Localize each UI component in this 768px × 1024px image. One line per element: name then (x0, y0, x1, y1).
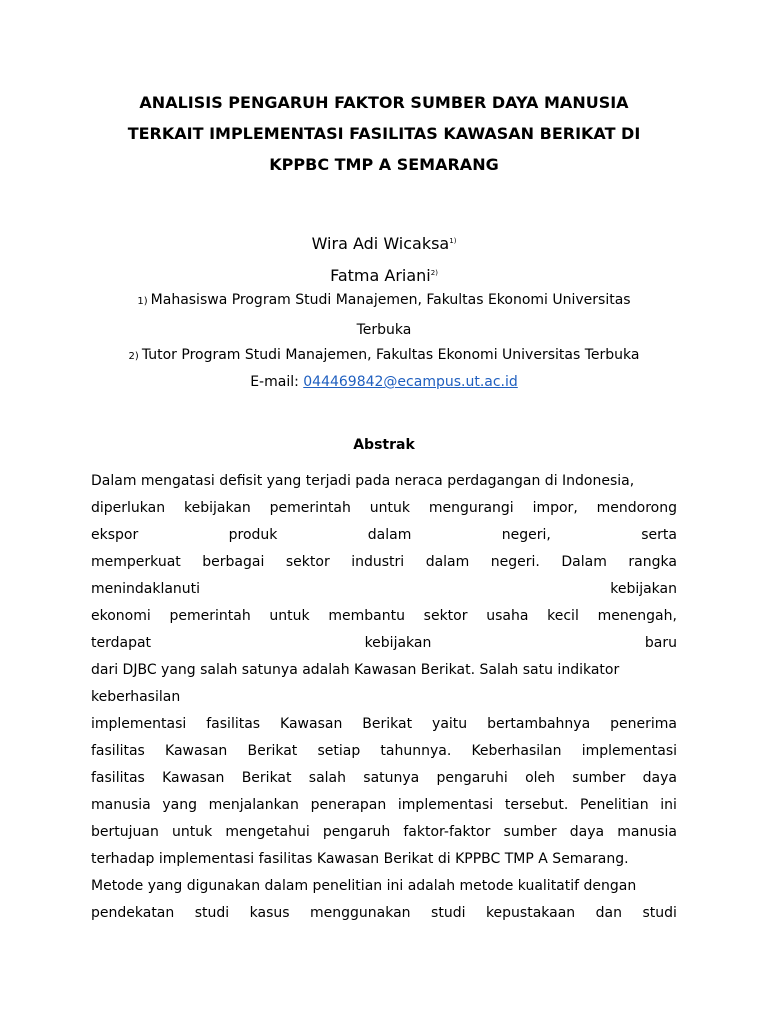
affiliation-2 (60, 341, 708, 371)
title-line: ANALISIS PENGARUH FAKTOR SUMBER DAYA MANUSIA (139, 93, 629, 112)
abstract-line: Dalam mengatasi defisit yang terjadi pada neraca perdagangan di Indonesia, (91, 473, 635, 489)
email-line (0, 368, 768, 396)
title-line: KPPBC TMP A SEMARANG (269, 155, 499, 174)
abstract-line: ekspor produk dalam negeri, serta (91, 527, 677, 543)
author-mark: 1) (449, 237, 457, 245)
abstract-line: bertujuan untuk mengetahui pengaruh faktor-faktor sumber daya manusia (91, 824, 677, 840)
abstract-line: manusia yang menjalankan penerapan implementasi tersebut. Penelitian ini (91, 797, 677, 813)
author-1 (0, 231, 768, 254)
abstract-line: dari DJBC yang salah satunya adalah Kawasan Berikat. Salah satu indikator (91, 662, 620, 678)
affiliation-text: Mahasiswa Program Studi Manajemen, Fakultas Ekonomi Universitas (150, 292, 631, 308)
abstract-line: terhadap implementasi fasilitas Kawasan Berikat di KPPBC TMP A Semarang. (91, 851, 629, 867)
abstract-line: terdapat kebijakan baru (91, 635, 677, 651)
abstract-line: memperkuat berbagai sektor industri dalam negeri. Dalam rangka (91, 554, 677, 570)
abstract-line: fasilitas Kawasan Berikat setiap tahunnya. Keberhasilan implementasi (91, 743, 677, 759)
email-label: E-mail: (250, 374, 304, 390)
author-name: Wira Adi Wicaksa (311, 234, 450, 253)
abstract-line: menindaklanuti kebijakan (91, 581, 677, 597)
abstract-line: keberhasilan (91, 689, 181, 705)
abstract-line: Metode yang digunakan dalam penelitian ini adalah metode kualitatif dengan (91, 878, 637, 894)
affiliation-mark: 2) (128, 351, 139, 362)
affiliation-text: Tutor Program Studi Manajemen, Fakultas Ekonomi Universitas Terbuka (141, 347, 640, 363)
author-name: Fatma Ariani (330, 266, 431, 285)
author-2 (0, 263, 768, 286)
paper-title (60, 87, 708, 180)
abstract-line: ekonomi pemerintah untuk membantu sektor usaha kecil menengah, (91, 608, 677, 624)
title-line: TERKAIT IMPLEMENTASI FASILITAS KAWASAN BERIKAT DI (127, 124, 641, 143)
abstract-body (91, 468, 677, 927)
affiliation-mark: 1) (137, 296, 148, 307)
affiliation-text-cont: Terbuka (356, 322, 412, 338)
email-link[interactable]: 044469842@ecampus.ut.ac.id (303, 374, 518, 390)
abstract-line: fasilitas Kawasan Berikat salah satunya pengaruhi oleh sumber daya (91, 770, 677, 786)
abstract-line: implementasi fasilitas Kawasan Berikat yaitu bertambahnya penerima (91, 716, 677, 732)
abstract-line: pendekatan studi kasus menggunakan studi kepustakaan dan studi (91, 905, 677, 921)
author-mark: 2) (430, 269, 438, 277)
abstract-heading: Abstrak (353, 437, 415, 453)
abstract-line: diperlukan kebijakan pemerintah untuk mengurangi impor, mendorong (91, 500, 677, 516)
affiliation-1 (80, 286, 688, 344)
